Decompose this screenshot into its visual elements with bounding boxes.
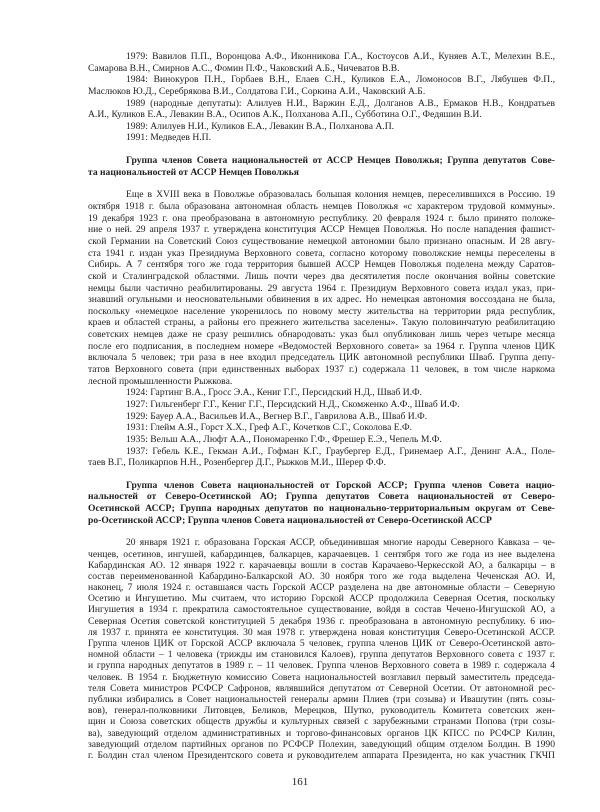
text-line: ченцев, осетинов, ингушей, кабардинцев, балкарцев, карачаевцев. 1 сентября того же года из нее выделена — [88, 548, 555, 560]
text-line: г. Болдин стал членом Президентского совета и руководителем аппарата Президента, но как участник ГКЧП — [88, 749, 555, 761]
text-line: Маслюков Ю.Д., Серебрякова В.И., Солдатова Г.И., Соркина А.И., Чаковский А.Б. — [88, 85, 426, 97]
text-line: поскольку «немецкое население укоренилось по новому месту жительства на территории ряда республик, — [88, 305, 555, 317]
list-item — [88, 399, 555, 411]
body-paragraph — [88, 189, 555, 387]
text-line: ние о ней. 29 апреля 1937 г. утверждена конституция АССР Немцев Поволжья. Но после нападения фашист- — [88, 224, 555, 236]
list-item — [88, 74, 555, 97]
paragraph-text — [88, 537, 555, 761]
text-line: ста 1941 г. издан указ Президиума Верховного совета, согласно которому поволжские немцы переселены в — [88, 247, 555, 259]
text-line: та национальностей от АССР Немцев Поволжья — [88, 166, 299, 178]
text-line: Группа членов ЦИК от Горской АССР включала 5 человек, группа членов ЦИК от Северо-Осетинской авто- — [88, 638, 555, 650]
text-line: октября 1918 г. была образована автономная область немцев Поволжья «с характером трудовой коммуны». — [88, 201, 555, 213]
text-line: Еще в XVIII века в Поволжье образовалась большая колония немцев, переселившихся в Россию. 19 — [126, 189, 555, 201]
text-line: Северная Осетия советской конституцией 5 декабря 1936 г. преобразована в автономную республику. 6 ию- — [88, 615, 555, 627]
text-line: нальностей от Северо-Осетинской АО; Группа депутатов Совета национальностей от Северо- — [88, 491, 555, 503]
document-page — [88, 51, 555, 761]
text-line: щин и Союза советских обществ дружбы и культурных связей с зарубежными странами Попова (три созы- — [88, 716, 555, 728]
text-line: наконец, 7 июля 1924 г. оставшаяся часть Горской АССР разделена на две автономные области – Северную — [88, 582, 555, 594]
list-item — [88, 98, 555, 121]
text-line: татов Верховного совета (при единственных выборах 1937 г.) содержала 11 человек, в том числе наркома — [88, 364, 555, 376]
body-paragraph — [88, 537, 555, 761]
text-line: 19 декабря 1923 г. она преобразована в автономную республику. 20 февраля 1924 г. было принято положе- — [88, 212, 555, 224]
member-list — [88, 51, 555, 144]
text-line: знавший огульными и неосновательными обвинения в их адрес. Но немецкая автономия воссоздана не была, — [88, 294, 555, 306]
text-line: Осетию и Ингушетию. Мы считаем, что историю Горской АССР продолжила Северная Осетия, поскольку — [88, 593, 555, 605]
text-line: ской Германии на Советский Союз существование немецкой автономии было признано опасным. И 28 авгу- — [88, 235, 555, 247]
text-line: Кабардинская АО. 12 января 1922 г. карачаевцы вошли в состав Карачаево-Черкесской АО, а балкарцы – в — [88, 559, 555, 571]
text-line: 20 января 1921 г. образована Горская АССР, объединившая многие народы Северного Кавказа – че- — [126, 537, 555, 549]
text-line: 1931: Глейм А.Я., Горст Х.Х., Греф А.Г., Кочетков С.Г., Соколова Е.Ф. — [126, 422, 412, 434]
text-line: 1935: Вельш А.А., Люфт А.А., Пономаренко Г.Ф., Фрешер Е.Э., Чепель М.Ф. — [126, 433, 442, 445]
list-item — [88, 51, 555, 74]
text-line: Сибирь. А 7 сентября того же года территория бывшей АССР Немцев Поволжья поделена между Саратов- — [88, 259, 555, 271]
list-item — [88, 132, 555, 144]
text-line: Самарова В.Н., Смирнов А.С., Фомин П.Ф., Чаковский А.Б., Чичеватов В.В. — [88, 62, 400, 74]
text-line: вов), генерал-полковники Литовцев, Беликов, Мерецков, Шутко, руководитель Комитета советских жен- — [88, 705, 555, 717]
text-line: ской и Сталинградской областями. Лишь почти через два десятилетия после окончания войны советские — [88, 270, 555, 282]
section-heading — [88, 480, 555, 527]
text-line: Группа членов Совета национальностей от АССР Немцев Поволжья; Группа депутатов Сове- — [126, 155, 555, 167]
text-line: А.И., Куликов Е.А., Левакин В.А., Осипов А.К., Полханова А.П., Субботина О.Г., Федяшин В.И. — [88, 109, 482, 121]
text-line: ля 1937 г. принята ее конституция. 30 мая 1978 г. утверждена новая конституция Северо-Осетинской АССР. — [88, 626, 555, 638]
text-line: 1984: Винокуров П.Н., Горбаев В.Н., Елаев С.Н., Куликов Е.А., Ломоносов В.Г., Лябушев Ф.П., — [126, 74, 555, 86]
list-item — [88, 411, 555, 423]
text-line: включала 5 человек; три раза в нее входил председатель ЦИК автономной республики Шваб. Группа депу- — [88, 352, 555, 364]
heading-text — [88, 480, 555, 527]
section-heading — [88, 155, 555, 178]
text-line: 1991: Медведев Н.П. — [126, 132, 211, 144]
member-list — [88, 387, 555, 468]
text-line: 1924: Гартинг В.А., Гросс Э.А., Кениг Г.Г., Персидский Н.Д., Шваб И.Ф. — [126, 387, 422, 399]
text-line: и группа народных депутатов в 1989 г. – 11 человек. Группа членов Верховного совета в 1989 г. содержала 4 — [88, 660, 555, 672]
text-line: таев В.Г., Поликарпов Н.Н., Розенбергер Д.Г., Рыжков М.И., Шерер Ф.Ф. — [88, 457, 386, 469]
text-line: 1937: Гебель К.Е., Гекман А.И., Гофман К.Г., Граубергер Е.Д., Гринемаер А.Г., Денинг А.А., Поле- — [126, 445, 555, 457]
text-line: ро-Осетинской АССР; Группа членов Совета национальностей от Северо-Осетинской АССР — [88, 514, 492, 526]
list-item — [88, 434, 555, 446]
text-line: состав переименованной Кабардино-Балкарской АО. 30 ноября того же года выделена Чеченская АО. И, — [88, 570, 555, 582]
text-line: человек. В 1954 г. Бюджетную комиссию Совета национальностей возглавил первый заместитель председа- — [88, 671, 555, 683]
text-line: 1979: Вавилов П.П., Воронцова А.Ф., Иконникова Г.А., Костоусов А.И., Куняев А.Т., Мелехин В.Е., — [126, 51, 555, 62]
list-item — [88, 422, 555, 434]
text-line: краев и областей страны, а районы его прежнего жительства заселены». Такую половинчатую реабилитацию — [88, 317, 555, 329]
text-line: после его подписания, в последнем номере «Ведомостей Верховного совета» за 1964 г. Группа членов ЦИК — [88, 340, 555, 352]
text-line: 1929: Бауер А.А., Васильев И.А., Вегнер В.Г., Гаврилова А.В., Шваб И.Ф. — [126, 410, 428, 422]
text-line: 1927: Гильгенберг Г.Г., Кениг Г.Г., Персидский Н.Д., Скомженко А.Ф., Шваб И.Ф. — [126, 398, 460, 410]
text-line: 1989 (народные депутаты): Алилуев Н.И., Варжин Е.Д., Долганов А.В., Ермаков Н.В., Кондратьев — [126, 97, 555, 109]
text-line: 1989: Алилуев Н.И., Куликов Е.А., Левакин В.А., Полханова А.П. — [126, 120, 395, 132]
list-item — [88, 121, 555, 133]
text-line: публики избирались в Совет национальностей генералы армии Плиев (три созыва) и Ивашутин (пять созы- — [88, 693, 555, 705]
text-line: немцы были частично реабилитированы. 29 августа 1964 г. Президиум Верховного совета издал указ, при- — [88, 282, 555, 294]
text-line: Ингушетия в 1934 г. прекратила самостоятельное существование, войдя в состав Чечено-Ингушской АО, а — [88, 604, 555, 616]
text-line: лесной промышленности Рыжкова. — [88, 375, 233, 387]
list-item — [88, 387, 555, 399]
text-line: заведующий отделом партийных органов по РСФСР Полехин, заведующий общим отделом Болдин. В 1990 — [88, 738, 555, 750]
text-line: теля Совета министров РСФСР Сафронов, являвшийся депутатом от Северной Осетии. От автономной рес- — [88, 682, 555, 694]
text-line: Группа членов Совета национальностей от Горской АССР; Группа членов Совета нацио- — [126, 479, 555, 491]
text-line: номной области – 1 человека (трижды им становился Калоев), группа депутатов Верховного совета с 1937 г. — [88, 649, 555, 661]
paragraph-text — [88, 189, 555, 387]
text-line: ва), заведующий отделом административных и торгово-финансовых органов ЦК КПСС по РСФСР Килин, — [88, 727, 555, 739]
text-line: Осетинской АССР; Группа народных депутатов по национально-территориальным округам от Севе- — [88, 503, 555, 515]
page-number: 161 — [291, 776, 309, 788]
heading-text — [88, 155, 555, 178]
text-line: советских немцев даже не сразу решились обнародовать: указ был опубликован лишь через четыре месяца — [88, 329, 555, 341]
list-item — [88, 446, 555, 469]
